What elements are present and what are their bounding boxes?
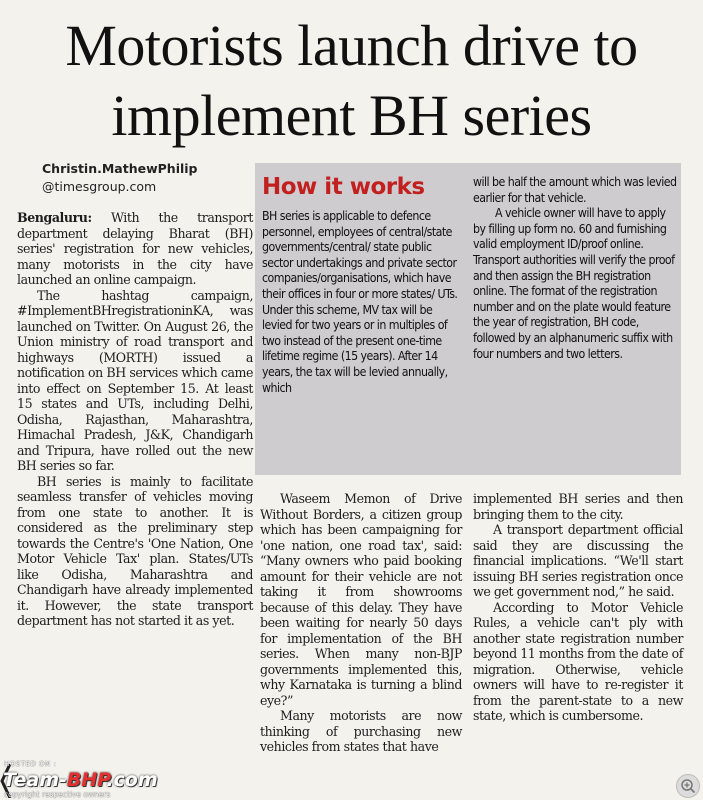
watermark-hosted-on: HOSTED ON :: [4, 760, 57, 768]
paragraph: Bengaluru: With the transport department delaying Bharat (BH) series' registration for new vehicles, many motorists in the city have launched an online campaign.: [17, 210, 253, 287]
watermark: [0, 760, 220, 800]
watermark-copyright: copyright respective owners: [4, 790, 111, 799]
paragraph: Waseem Memon of Drive Without Borders, a citizen group which has been campaigning for 'one nation, one road tax', said: “Many owners who paid booking amount for their vehicle are not taking it from showrooms because of this delay. They have been waiting for nearly 50 days for implementation of the BH series. When many non-BJP governments implemented this, why Karnataka is turning a blind eye?”: [260, 491, 462, 708]
dateline: Bengaluru:: [17, 210, 92, 225]
paragraph: According to Motor Vehicle Rules, a vehicle can't ply with another state registration number beyond 11 months from the date of migration. Otherwise, vehicle owners will have to re-register it from the parent-state to a new state, which is cumbersome.: [473, 599, 684, 723]
watermark-brand: Team-BHP.com: [3, 769, 158, 791]
paragraph: BH series is mainly to facilitate seamless transfer of vehicles moving from one state to another. It is considered as the preliminary step towards the Centre's 'One Nation, One Motor Vehicle Tax' plan. States/UTs like Odisha, Maharashtra and Chandigarh have already implemented it. However, the state transport department has not started it as yet.: [17, 473, 253, 628]
paragraph: BH series is applicable to defence personnel, employees of central/state governments/central/ state public sector undertakings and private sector companies/organisations, which have their offices in four or more states/ UTs. Under this scheme, MV tax will be levied for two years or in multiples of two instead of the present one-time lifetime regime (15 years). After 14 years, the tax will be levied annually, which: [262, 209, 458, 395]
paragraph: A transport department official said they are discussing the financial implications. “We'll start issuing BH series registration once we get government nod,” he said.: [473, 522, 683, 599]
zoom-button[interactable]: [676, 774, 700, 798]
byline: [42, 160, 198, 196]
byline-author: Christin.MathewPhilip: [42, 161, 198, 176]
headline-line-1: Motorists launch drive to: [65, 13, 638, 78]
how-it-works-column-2: [473, 175, 678, 362]
paragraph: A vehicle owner will have to apply by filling up form no. 60 and furnishing valid employment ID/proof online. Transport authorities will verify the proof and then assign the BH registration online. The format of the registration number and on the plate would feature the year of registration, BH code, followed by an alphanumeric suffix with four numbers and two letters.: [473, 206, 675, 361]
paragraph: will be half the amount which was levied earlier for that vehicle.: [473, 175, 677, 205]
article-column-3: [473, 491, 683, 724]
how-it-works-column-1: [262, 209, 462, 396]
how-it-works-title: How it works: [262, 174, 425, 200]
zoom-in-icon: [680, 778, 696, 794]
headline-line-2: implement BH series: [111, 83, 592, 148]
byline-handle: @timesgroup.com: [42, 179, 157, 194]
article-column-1: [17, 210, 253, 629]
paragraph: Many motorists are now thinking of purchasing new vehicles from states that have: [260, 708, 462, 754]
paragraph: The hashtag campaign, #ImplementBHregistrationinKA, was launched on Twitter. On August 26, the Union ministry of road transport and highways (MORTH) issued a notification on BH services which came into effect on September 15. At least 15 states and UTs, including Delhi, Odisha, Rajasthan, Maharashtra, Himachal Pradesh, J&K, Chandigarh and Tripura, have rolled out the new BH series so far.: [17, 287, 253, 473]
article-column-2: [260, 491, 462, 755]
paragraph: implemented BH series and then bringing them to the city.: [473, 491, 683, 522]
